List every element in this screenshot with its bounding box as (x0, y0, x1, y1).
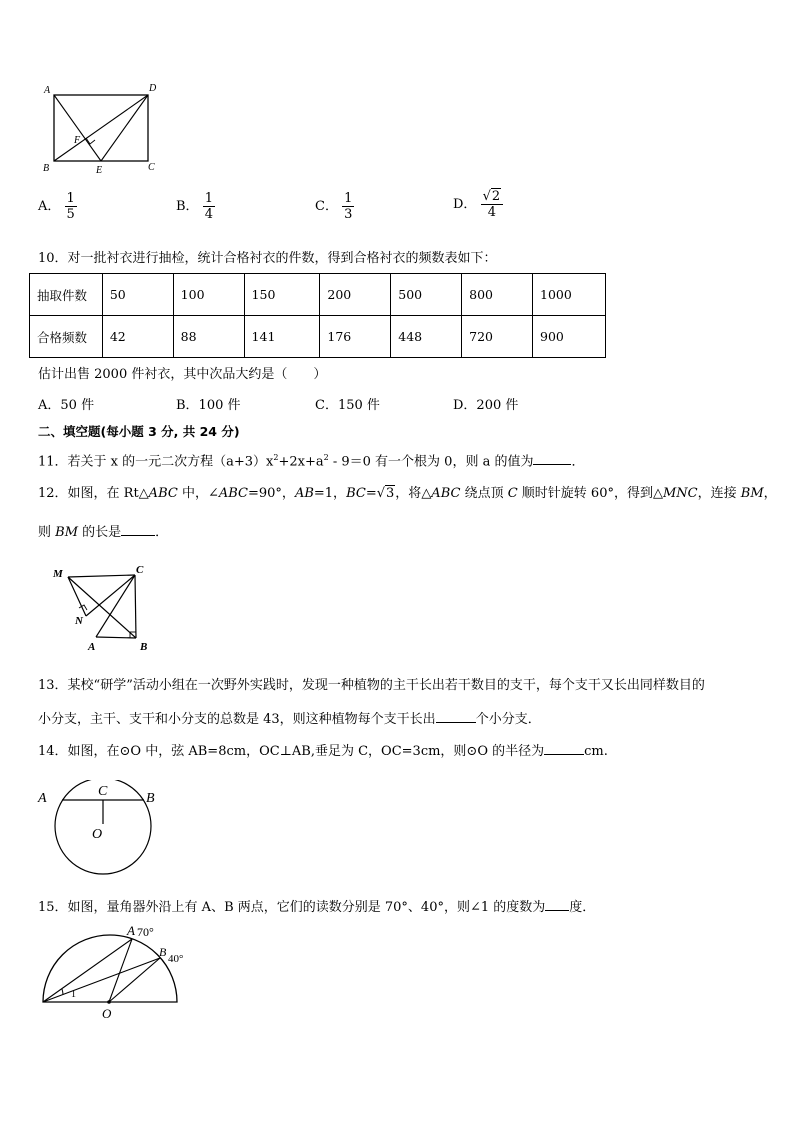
table-row-sampled (30, 274, 606, 316)
table-cell: 141 (244, 316, 320, 358)
q12-bc-eq: = (365, 486, 377, 501)
q12-bm: BM (740, 486, 764, 501)
section-heading-fill-in: 二、填空题(每小题 3 分, 共 24 分) (38, 424, 240, 439)
q13-line2 (38, 709, 541, 729)
q9-c-numerator: 1 (344, 191, 353, 206)
q12-sqrt3: √3 (376, 486, 395, 501)
q9-option-b-letter: B． (176, 199, 199, 214)
q12-point-c: C (507, 486, 518, 501)
q15-answer-blank[interactable] (545, 897, 569, 911)
q12-line2 (38, 522, 168, 542)
q9-option-a-letter: A． (38, 199, 61, 214)
q15 (38, 897, 595, 917)
q12-text-c: ，将 (395, 486, 422, 501)
q13-line2-b: 个小分支． (475, 712, 541, 727)
q9-option-c[interactable] (315, 191, 354, 222)
q10-question: 估计出售 2000 件衬衣，其中次品大约是（ ） (38, 367, 327, 382)
table-cell: 150 (244, 274, 320, 316)
q10-option-a[interactable]: A．50 件 (38, 398, 95, 413)
q14-text: 14．如图，在⊙O 中，弦 AB=8cm，OC⊥AB,垂足为 C，OC=3cm，则⊙O 的半径为 (38, 744, 545, 759)
q12-bm-2: BM (55, 525, 79, 540)
fig15-label-b: B (159, 945, 167, 959)
table-row-label: 抽取件数 (30, 274, 103, 316)
q13-line2-a: 小分支，主干、支干和小分支的总数是 43，则这种植物每个支干长出 (38, 712, 436, 727)
q12-text-b: 中， (177, 486, 208, 501)
table-cell: 720 (462, 316, 533, 358)
q11-post: - 9＝0 有一个根为 0，则 a 的值为 (328, 454, 534, 470)
table-cell: 500 (391, 274, 462, 316)
q12-line1 (38, 485, 777, 503)
q13-line1: 13．某校“研学”活动小组在一次野外实践时，发现一种植物的主干长出若干数目的支干，每个支干又长出同样数目的 (38, 678, 705, 693)
fig15-label-angle-1: 1 (71, 989, 76, 1000)
fig9-label-d: D (149, 83, 157, 94)
fig14-label-o: O (92, 827, 103, 842)
table-row-qualified (30, 316, 606, 358)
table-cell: 200 (320, 274, 391, 316)
q9-option-a[interactable] (38, 191, 77, 222)
q12-triangle-mnc: △MNC (652, 486, 698, 501)
q12-ab-value: =1， (313, 486, 347, 501)
q9-b-denominator: 4 (204, 207, 213, 222)
q10-option-d[interactable]: D．200 件 (453, 398, 519, 413)
q10-stem: 10．对一批衬衣进行抽检，统计合格衬衣的件数，得到合格衬衣的频数表如下： (38, 251, 497, 266)
fig9-label-f: F (74, 135, 81, 146)
q12-angle-abc: ∠ABC (207, 486, 248, 501)
q11-mid: +2x+a (278, 454, 324, 470)
q11-pre: 11．若关于 x 的一元二次方程（a+3）x (38, 454, 274, 470)
q12-text-d: 绕点顶 (460, 486, 508, 501)
table-cell: 448 (391, 316, 462, 358)
q10-option-b[interactable]: B．100 件 (176, 398, 241, 413)
q9-option-b[interactable] (176, 191, 215, 222)
table-cell: 900 (533, 316, 606, 358)
figure-circle-chord (34, 780, 164, 876)
q11-answer-blank[interactable] (533, 451, 571, 465)
q10-option-c[interactable]: C．150 件 (315, 398, 380, 413)
table-cell: 800 (462, 274, 533, 316)
q12-text-e: 顺时针旋转 60°，得到 (517, 486, 653, 501)
table-cell: 100 (173, 274, 244, 316)
q9-option-d-letter: D． (453, 197, 477, 212)
q9-b-numerator: 1 (204, 191, 213, 206)
q9-a-denominator: 5 (66, 207, 75, 222)
q12-angle-value: =90°， (248, 486, 295, 501)
figure-rotated-triangles (48, 562, 158, 654)
fig15-label-b-degree: 40° (168, 953, 184, 965)
q12-text-a: 12．如图，在 Rt (38, 486, 139, 501)
q12-text-g: ， (763, 486, 777, 501)
q11-sup2: 2 (323, 453, 329, 462)
q11 (38, 449, 585, 471)
fig15-label-a-degree: 70° (137, 925, 154, 939)
q12-triangle-abc: △ABC (138, 486, 178, 501)
q9-a-numerator: 1 (66, 191, 75, 206)
figure-protractor (36, 920, 186, 1022)
q11-end: ． (571, 454, 585, 470)
q9-option-c-fraction (342, 191, 354, 222)
fig12-label-c: C (136, 564, 144, 576)
q9-c-denominator: 3 (344, 207, 353, 222)
frequency-table (29, 273, 606, 358)
q13-answer-blank[interactable] (436, 709, 476, 723)
q9-d-denominator: 4 (481, 204, 504, 220)
q12-text-f: ，连接 (697, 486, 741, 501)
fig9-label-c: C (148, 162, 155, 173)
fig9-label-a: A (44, 85, 51, 96)
fig12-label-m: M (53, 568, 63, 580)
q9-option-b-fraction (203, 191, 215, 222)
q9-d-numerator: √2 (482, 189, 501, 204)
q12-triangle-abc-2: △ABC (421, 486, 461, 501)
fig12-label-n: N (75, 615, 83, 627)
q9-option-d[interactable] (453, 189, 503, 220)
table-cell: 42 (102, 316, 173, 358)
table-cell: 88 (173, 316, 244, 358)
q9-option-a-fraction (65, 191, 77, 222)
q11-sup1: 2 (273, 453, 279, 462)
q9-d-radicand: 2 (491, 189, 501, 204)
q12-ab: AB (294, 486, 314, 501)
fig15-label-a: A (127, 923, 135, 938)
table-cell: 176 (320, 316, 391, 358)
q12-radicand: 3 (386, 486, 395, 501)
figure-rectangle-abcd (38, 82, 168, 177)
table-row-label: 合格频数 (30, 316, 103, 358)
fig12-label-a: A (88, 641, 96, 653)
fig14-label-b: B (146, 791, 155, 806)
q15-text: 15．如图，量角器外沿上有 A、B 两点，它们的读数分别是 70°、40°，则∠1 的度数为 (38, 900, 546, 915)
q12-bc: BC (346, 486, 366, 501)
q12-line2-a: 则 (38, 525, 56, 540)
fig14-label-c: C (98, 784, 108, 799)
fig9-label-e: E (96, 165, 103, 176)
fig15-label-o: O (102, 1006, 112, 1021)
q9-option-c-letter: C． (315, 199, 338, 214)
q14-answer-blank[interactable] (544, 741, 584, 755)
fig9-label-b: B (43, 163, 50, 174)
q12-line2-b: 的长是 (78, 525, 122, 540)
table-cell: 50 (102, 274, 173, 316)
q12-answer-blank[interactable] (121, 522, 155, 536)
fig14-label-a: A (38, 791, 47, 806)
q14-unit: cm. (584, 744, 608, 759)
fig12-label-b: B (140, 641, 148, 653)
q9-option-d-fraction (481, 189, 504, 220)
q14 (38, 741, 608, 761)
q15-unit: 度． (569, 900, 596, 915)
table-cell: 1000 (533, 274, 606, 316)
q12-line2-c: ． (155, 525, 169, 540)
